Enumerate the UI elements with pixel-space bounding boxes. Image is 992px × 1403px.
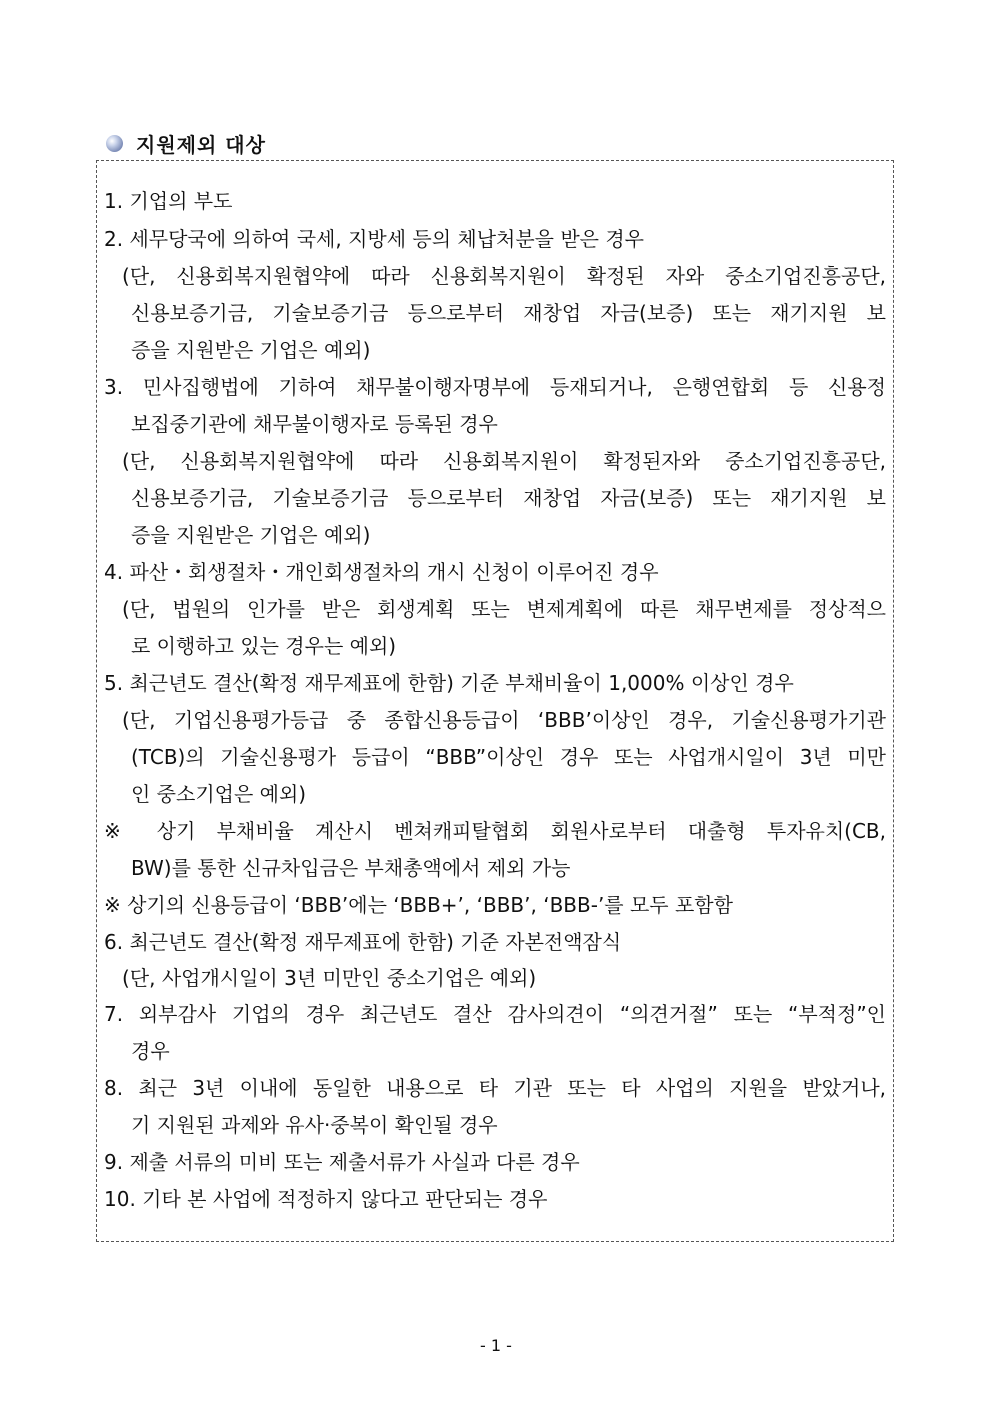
item-7-line-2: 경우: [131, 1039, 170, 1063]
item-5-note-line-2: (TCB)의 기술신용평가 등급이 “BBB”이상인 경우 또는 사업개시일이 3년 미만: [131, 745, 886, 769]
section-heading: [106, 128, 266, 158]
remark-2: ※ 상기의 신용등급이 ‘BBB’에는 ‘BBB+’, ‘BBB’, ‘BBB-’를 모두 포함함: [104, 893, 733, 917]
item-2-note-line-3: 증을 지원받은 기업은 예외): [131, 338, 371, 362]
item-3-line-1: 3. 민사집행법에 기하여 채무불이행자명부에 등재되거나, 은행연합회 등 신용정: [104, 375, 886, 399]
page-number: - 1 -: [480, 1336, 512, 1355]
item-5-note-line-1: (단, 기업신용평가등급 중 종합신용등급이 ‘BBB’이상인 경우, 기술신용평가기관: [122, 708, 886, 732]
round-bullet-icon: [106, 135, 123, 152]
item-6: 6. 최근년도 결산(확정 재무제표에 한함) 기준 자본전액잠식: [104, 930, 622, 954]
item-2: 2. 세무당국에 의하여 국세, 지방세 등의 체납처분을 받은 경우: [104, 227, 644, 251]
item-3-note-line-2: 신용보증기금, 기술보증기금 등으로부터 재창업 자금(보증) 또는 재기지원 보: [131, 486, 886, 510]
item-5: 5. 최근년도 결산(확정 재무제표에 한함) 기준 부채비율이 1,000% 이상인 경우: [104, 671, 794, 695]
item-8-line-2: 기 지원된 과제와 유사·중복이 확인될 경우: [131, 1113, 498, 1137]
item-8-line-1: 8. 최근 3년 이내에 동일한 내용으로 타 기관 또는 타 사업의 지원을 받았거나,: [104, 1076, 886, 1100]
item-4-note-line-2: 로 이행하고 있는 경우는 예외): [131, 634, 397, 658]
remark-1-line-2: BW)를 통한 신규차입금은 부채총액에서 제외 가능: [131, 856, 571, 880]
item-6-note: (단, 사업개시일이 3년 미만인 중소기업은 예외): [122, 966, 537, 990]
item-10: 10. 기타 본 사업에 적정하지 않다고 판단되는 경우: [104, 1187, 548, 1211]
item-2-note-line-2: 신용보증기금, 기술보증기금 등으로부터 재창업 자금(보증) 또는 재기지원 보: [131, 301, 886, 325]
item-3-note-line-1: (단, 신용회복지원협약에 따라 신용회복지원이 확정된자와 중소기업진흥공단,: [122, 449, 886, 473]
item-4-note-line-1: (단, 법원의 인가를 받은 회생계획 또는 변제계획에 따른 채무변제를 정상적으: [122, 597, 886, 621]
item-9: 9. 제출 서류의 미비 또는 제출서류가 사실과 다른 경우: [104, 1150, 580, 1174]
item-2-note-line-1: (단, 신용회복지원협약에 따라 신용회복지원이 확정된 자와 중소기업진흥공단,: [122, 264, 886, 288]
item-3-note-line-3: 증을 지원받은 기업은 예외): [131, 523, 371, 547]
section-title: 지원제외 대상: [136, 132, 266, 157]
remark-1-line-1: ※ 상기 부채비율 계산시 벤쳐캐피탈협회 회원사로부터 대출형 투자유치(CB,: [104, 819, 886, 843]
item-3-line-2: 보집중기관에 채무불이행자로 등록된 경우: [131, 412, 498, 436]
item-1: 1. 기업의 부도: [104, 189, 233, 213]
item-7-line-1: 7. 외부감사 기업의 경우 최근년도 결산 감사의견이 “의견거절” 또는 “부적정”인: [104, 1002, 886, 1026]
item-4: 4. 파산・회생절차・개인회생절차의 개시 신청이 이루어진 경우: [104, 560, 659, 584]
item-5-note-line-3: 인 중소기업은 예외): [131, 782, 307, 806]
